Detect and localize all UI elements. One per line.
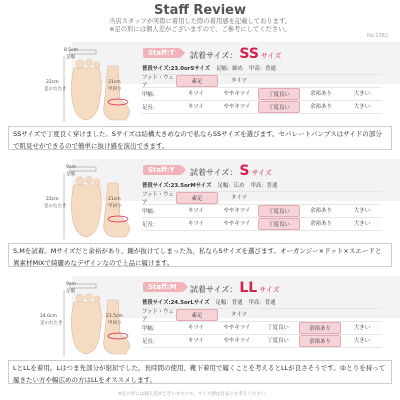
cell: 余裕あり (310, 208, 332, 214)
cell: ややキツイ (223, 208, 251, 214)
review-section-2 (0, 159, 400, 276)
foot-length-note: 足のたたき (44, 204, 67, 209)
foot-width-attr: 足幅：普通 (215, 300, 243, 306)
cell: タイツ (230, 78, 248, 84)
cell: 丁度良い (267, 325, 289, 331)
review-number: No.1082 (366, 33, 388, 39)
instep-note: 甲回り (108, 321, 122, 326)
instep-height-attr: 甲高：普通 (248, 66, 276, 72)
footwear-row (142, 75, 382, 88)
trial-size-value: S (239, 163, 250, 179)
cell: ややキツイ (223, 325, 251, 331)
review-comment: S,Mを試着。Mサイズだと余裕があり、踵が抜けてしまった為、私ならSサイズを選びます。オーガンジー×ドット×スエードと異素材MIXで綺麗めなデザインなので上品に履けます。 (8, 243, 392, 267)
trial-size-label: 試着サイズ： (190, 285, 238, 294)
cell: 余裕あり (299, 322, 341, 334)
staff-badge: Staff:T (143, 48, 180, 58)
foot-length-label: 24.0cm (40, 314, 57, 319)
cell: ややキツイ (223, 338, 251, 344)
trial-size-suffix: サイズ (260, 52, 282, 60)
row-label: 足長： (142, 222, 159, 228)
cell: 大きい (353, 338, 371, 344)
usual-size: 普段サイズ:23.5orMサイズ (142, 183, 212, 189)
foot-length-row (142, 101, 382, 114)
trial-size-label: 試着サイズ： (190, 168, 238, 177)
cell: 丁度良い (267, 338, 289, 344)
foot-length-label: 22cm (46, 197, 59, 202)
row-label: フット・ウェア (142, 75, 174, 89)
foot-length-row (142, 218, 382, 231)
cell: 丁度良い (258, 88, 300, 100)
cell: キツイ (188, 325, 204, 331)
row-label: 甲幅： (142, 209, 159, 215)
cell: 素足 (176, 192, 218, 204)
staff-badge: Staff:M (143, 282, 183, 292)
review-comment: LとLLを着用。Lはつま先部分が窮屈でした。長時間の使用、靴下着用で履くことを考えるとLLが良さそうです。ゆとりを持って履きたい方や幅広めの方はLLをオススメします。 (8, 360, 392, 384)
usual-size: 普段サイズ:23.0orSサイズ (142, 66, 210, 72)
cell: 大きい (353, 91, 371, 97)
instep-label: 21.5cm (106, 314, 123, 319)
trial-size-value: SS (239, 46, 259, 62)
fit-table (142, 179, 382, 231)
cell: ややキツイ (223, 221, 251, 227)
instep-width-row (142, 205, 382, 218)
row-label: フット・ウェア (142, 309, 174, 323)
trial-size (190, 46, 281, 62)
fit-table (142, 62, 382, 114)
foot-width-label: 8.5cm (64, 48, 79, 53)
cell: 大きい (353, 104, 371, 110)
foot-length-label: 22cm (46, 80, 59, 85)
instep-width-row (142, 88, 382, 101)
row-label: 甲幅： (142, 92, 159, 98)
usual-size-row (142, 179, 382, 192)
cell: 素足 (176, 309, 218, 321)
staff-badge: Staff:Y (143, 165, 181, 175)
footer-note: ※足の形には個人差がございますので、サイズ感は目安とお考えください。 (118, 392, 270, 397)
cell: 丁度良い (258, 218, 300, 230)
header-line-2: ※足の形には個人差がございますので、ご参考にしてください。 (109, 26, 291, 33)
cell: ややキツイ (223, 91, 251, 97)
cell: 丁度良い (258, 205, 300, 217)
cell: 余裕あり (310, 104, 332, 110)
instep-label: 21cm (108, 197, 121, 202)
trial-size-value: LL (239, 280, 258, 296)
foot-length-note: 足のたたき (44, 87, 67, 92)
cell: 余裕あり (299, 335, 341, 347)
cell: タイツ (230, 195, 248, 201)
cell: キツイ (188, 91, 204, 97)
cell: 大きい (353, 208, 371, 214)
cell: キツイ (188, 338, 204, 344)
row-label: フット・ウェア (142, 192, 174, 206)
foot-width-label: 9cm (66, 282, 76, 287)
cell: 大きい (353, 325, 371, 331)
instep-width-row (142, 322, 382, 335)
cell: キツイ (188, 221, 204, 227)
header-line-1: 当店スタッフが実際に着用した際の着用感を記載しております。 (108, 18, 292, 25)
foot-width-note: 足幅 (66, 55, 75, 60)
usual-size-row (142, 62, 382, 75)
trial-size (190, 163, 272, 179)
trial-size-suffix: サイズ (259, 286, 280, 294)
foot-length-note: 足のたたき (40, 321, 63, 326)
instep-height-attr: 甲高：普通 (250, 183, 278, 189)
instep-note: 甲回り (108, 204, 122, 209)
foot-width-note: 足幅 (66, 289, 75, 294)
page-title: Staff Review (154, 3, 246, 18)
foot-length-row (142, 335, 382, 348)
usual-size-row (142, 296, 382, 309)
instep-height-attr: 甲高：普通 (248, 300, 276, 306)
review-section-1 (0, 42, 400, 159)
trial-size (190, 280, 280, 296)
instep-note: 甲回り (108, 87, 122, 92)
usual-size: 普段サイズ:24.5orLサイズ (142, 300, 210, 306)
cell: 余裕あり (310, 221, 332, 227)
header (0, 0, 400, 42)
fit-table (142, 296, 382, 348)
foot-width-note: 足幅 (66, 172, 75, 177)
cell: キツイ (188, 104, 204, 110)
cell: 丁度良い (258, 101, 300, 113)
cell: 大きい (353, 221, 371, 227)
footwear-row (142, 309, 382, 322)
foot-width-attr: 足幅：広め (217, 183, 245, 189)
cell: 余裕あり (310, 91, 332, 97)
cell: キツイ (188, 208, 204, 214)
trial-size-suffix: サイズ (251, 169, 272, 177)
review-comment: SSサイズで丁度良く穿けました。Sサイズは結構大きめなので私ならSSサイズを選びます。セパレートパンプスはサイドの部分で肌見せができるので簡単に抜け感を演出できます。 (8, 126, 392, 150)
review-section-3 (0, 276, 400, 393)
row-label: 足長： (142, 339, 159, 345)
cell: タイツ (230, 312, 248, 318)
cell: ややキツイ (223, 104, 251, 110)
footwear-row (142, 192, 382, 205)
row-label: 足長： (142, 105, 159, 111)
foot-width-attr: 足幅：細め (215, 66, 243, 72)
instep-label: 21cm (108, 80, 121, 85)
foot-width-label: 9cm (66, 165, 76, 170)
cell: 素足 (176, 75, 218, 87)
trial-size-label: 試着サイズ： (190, 51, 238, 60)
row-label: 甲幅： (142, 326, 159, 332)
